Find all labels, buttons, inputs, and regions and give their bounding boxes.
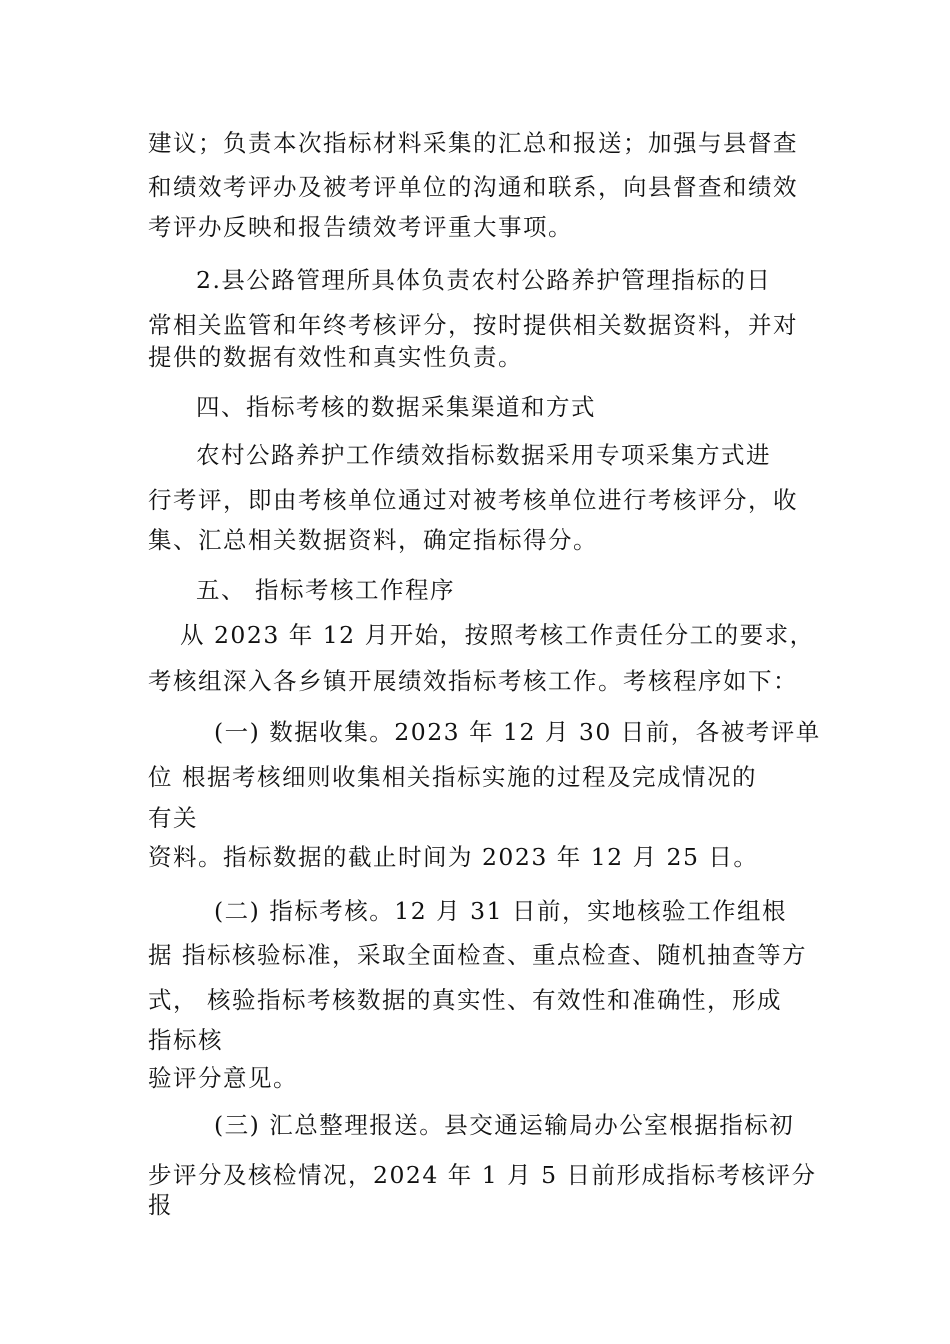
text-line: 式， 核验指标考核数据的真实性、有效性和准确性，形成	[148, 986, 782, 1014]
text-line: 据 指标核验标准，采取全面检查、重点检查、随机抽查等方	[148, 941, 807, 969]
text-line: (三) 汇总整理报送。县交通运输局办公室根据指标初	[214, 1111, 795, 1139]
text-line: 农村公路养护工作绩效指标数据采用专项采集方式进	[196, 441, 771, 469]
text-line: (二) 指标考核。12 月 31 日前，实地核验工作组根	[214, 897, 788, 925]
text-line: 验评分意见。	[148, 1064, 298, 1092]
text-line: 考评办反映和报告绩效考评重大事项。	[148, 213, 573, 241]
text-line: 行考评，即由考核单位通过对被考核单位进行考核评分，收	[148, 486, 798, 514]
text-line: 集、汇总相关数据资料，确定指标得分。	[148, 526, 598, 554]
text-line: 和绩效考评办及被考评单位的沟通和联系，向县督查和绩效	[148, 173, 798, 201]
text-line: 指标核	[148, 1026, 223, 1054]
text-line: 2.县公路管理所具体负责农村公路养护管理指标的日	[196, 266, 772, 294]
text-line: 考核组深入各乡镇开展绩效指标考核工作。考核程序如下：	[148, 667, 798, 695]
text-line: 位 根据考核细则收集相关指标实施的过程及完成情况的	[148, 763, 757, 791]
text-line: 提供的数据有效性和真实性负责。	[148, 343, 523, 371]
text-line: 建议；负责本次指标材料采集的汇总和报送；加强与县督查	[148, 129, 798, 157]
text-line: 有关	[148, 804, 198, 832]
text-line: 报	[148, 1191, 173, 1219]
section-heading: 五、 指标考核工作程序	[196, 576, 455, 604]
section-heading: 四、指标考核的数据采集渠道和方式	[196, 393, 596, 421]
text-line: 从 2023 年 12 月开始，按照考核工作责任分工的要求，	[180, 621, 815, 649]
text-line: 资料。指标数据的截止时间为 2023 年 12 月 25 日。	[148, 843, 759, 871]
text-line: 步评分及核检情况，2024 年 1 月 5 日前形成指标考核评分	[148, 1161, 817, 1189]
text-line: 常相关监管和年终考核评分，按时提供相关数据资料，并对	[148, 311, 798, 339]
text-line: (一) 数据收集。2023 年 12 月 30 日前，各被考评单	[214, 718, 821, 746]
